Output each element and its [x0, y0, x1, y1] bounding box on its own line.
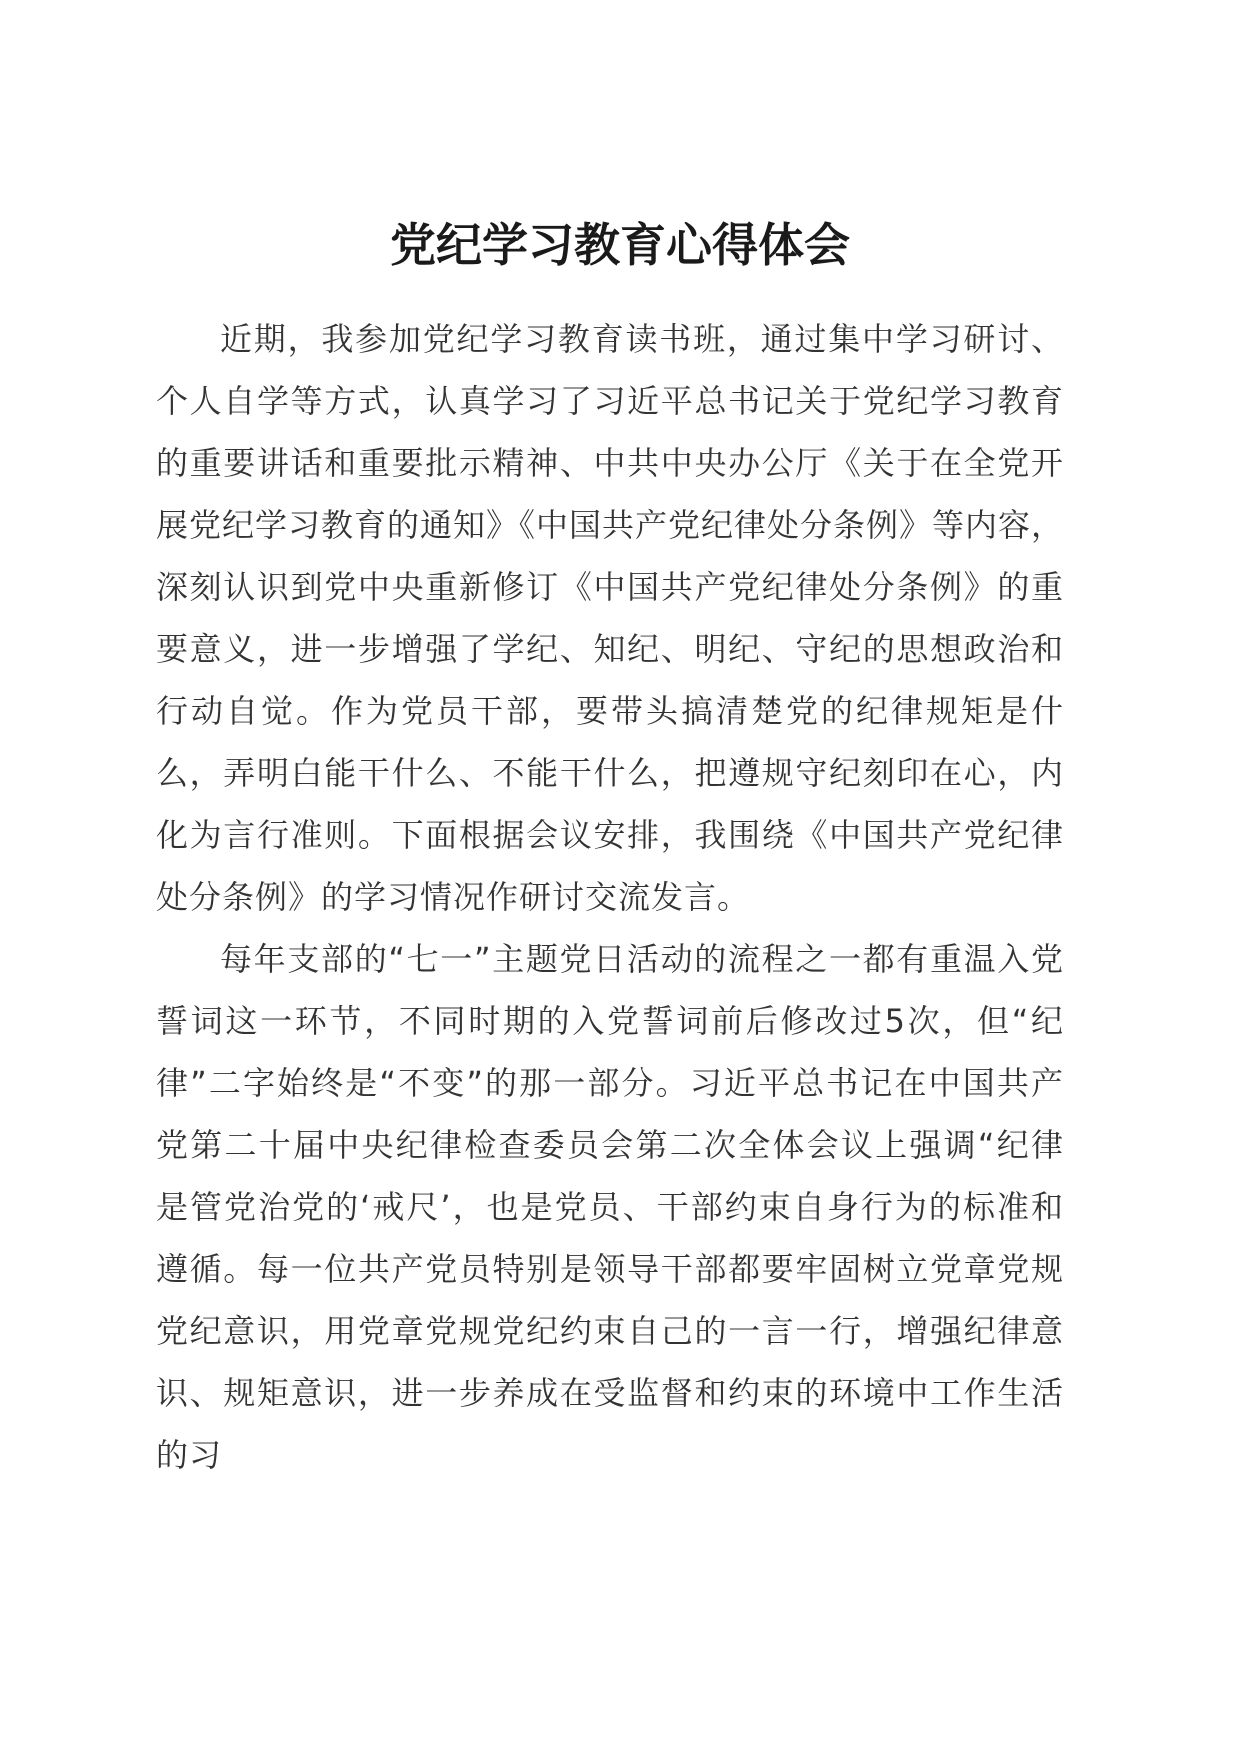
- paragraph-2: 每年支部的“七一”主题党日活动的流程之一都有重温入党誓词这一环节，不同时期的入党誓词前后修改过5次，但“纪律”二字始终是“不变”的那一部分。习近平总书记在中国共产党第二十届中央纪律检查委员会第二次全体会议上强调“纪律是管党治党的‘戒尺’，也是党员、干部约束自身行为的标准和遵循。每一位共产党员特别是领导干部都要牢固树立党章党规党纪意识，用党章党规党纪约束自己的一言一行，增强纪律意识、规矩意识，进一步养成在受监督和约束的环境中工作生活的习: [156, 940, 1064, 1474]
- document-title: 党纪学习教育心得体会: [390, 218, 850, 272]
- paragraph-1: 近期，我参加党纪学习教育读书班，通过集中学习研讨、个人自学等方式，认真学习了习近平总书记关于党纪学习教育的重要讲话和重要批示精神、中共中央办公厅《关于在全党开展党纪学习教育的通知》《中国共产党纪律处分条例》等内容，深刻认识到党中央重新修订《中国共产党纪律处分条例》的重要意义，进一步增强了学纪、知纪、明纪、守纪的思想政治和行动自觉。作为党员干部，要带头搞清楚党的纪律规矩是什么，弄明白能干什么、不能干什么，把遵规守纪刻印在心，内化为言行准则。下面根据会议安排，我围绕《中国共产党纪律处分条例》的学习情况作研讨交流发言。: [156, 320, 1065, 916]
- document-body: [156, 308, 1064, 1486]
